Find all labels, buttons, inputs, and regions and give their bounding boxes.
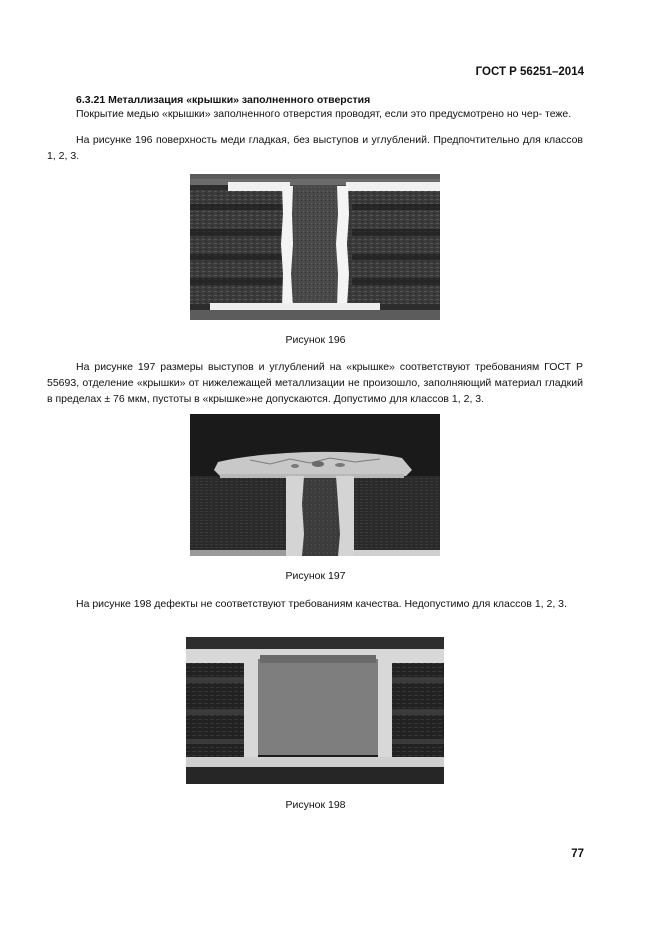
figure-197-image xyxy=(190,414,440,556)
figure-198-image xyxy=(186,637,444,784)
figure-196-caption: Рисунок 196 xyxy=(285,334,346,346)
figure-197-caption: Рисунок 197 xyxy=(285,570,346,582)
figure-198-caption: Рисунок 198 xyxy=(285,799,346,811)
page-number: 77 xyxy=(571,848,584,860)
section-title: 6.3.21 Металлизация «крышки» заполненного отверстия xyxy=(76,94,371,106)
standard-designation: ГОСТ Р 56251–2014 xyxy=(475,66,584,78)
paragraph-figure-197: На рисунке 197 размеры выступов и углублений на «крышке» соответствуют требованиям ГОСТ Р 55693, отделение «крышки» от нижележащей металлизации не произошло, заполняющий материал гладкий в пределах ± 76 мкм, пустоты в «крышке»не допускаются. Допустимо для классов 1, 2, 3. xyxy=(47,361,583,405)
paragraph-cap-plating: Покрытие медью «крышки» заполненного отверстия проводят, если это предусмотрено но чер- теже. xyxy=(76,108,572,120)
figure-196-image xyxy=(190,174,440,320)
paragraph-figure-198: На рисунке 198 дефекты не соответствуют требованиям качества. Недопустимо для классов 1, 2, 3. xyxy=(76,598,567,610)
paragraph-figure-196: На рисунке 196 поверхность меди гладкая, без выступов и углублений. Предпочтительно для классов 1, 2, 3. xyxy=(47,134,583,162)
